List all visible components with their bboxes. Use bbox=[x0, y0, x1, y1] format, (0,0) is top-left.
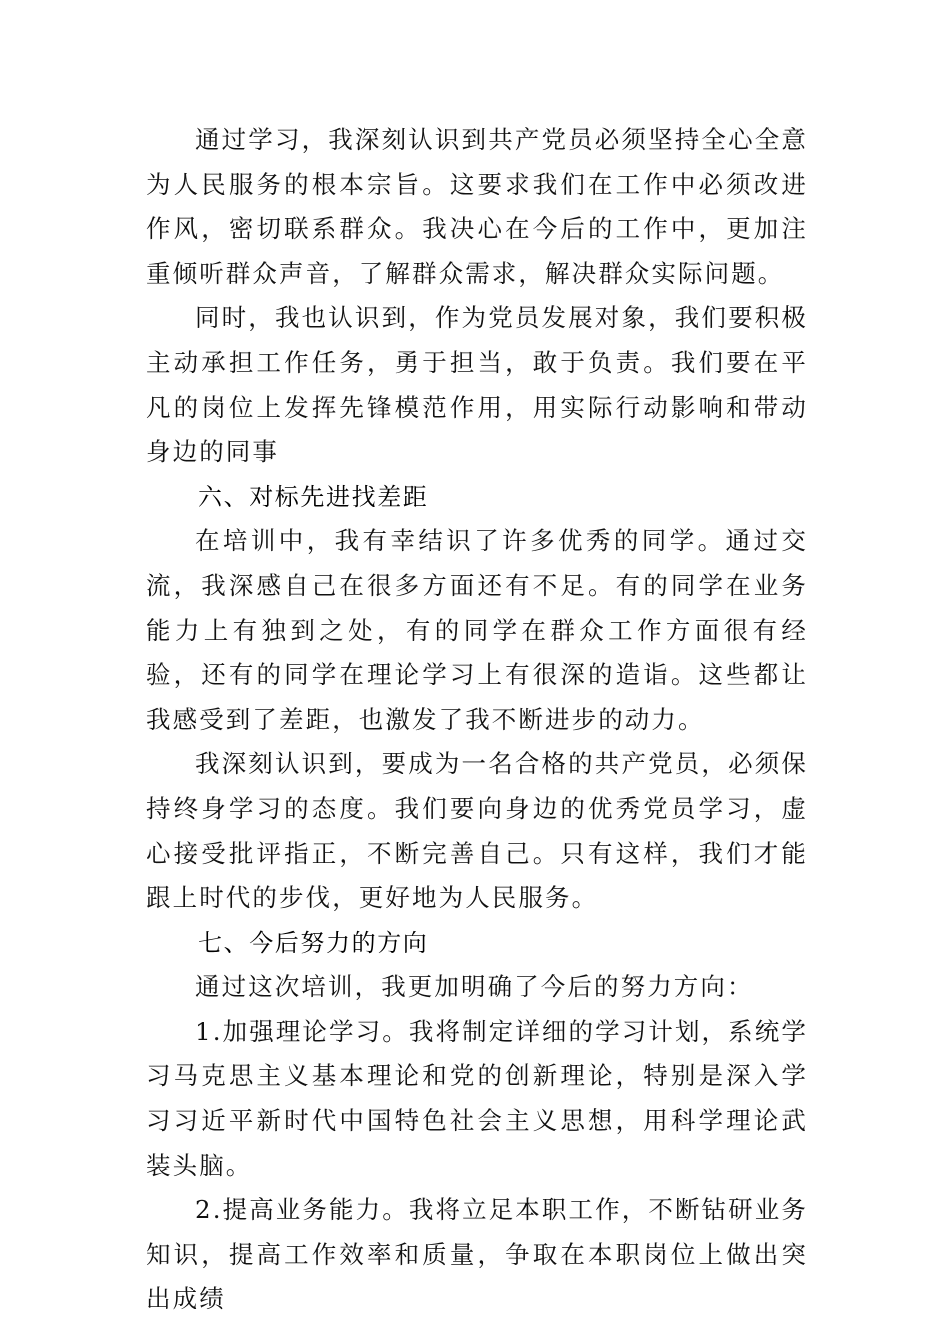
list-item-paragraph: 2.提高业务能力。我将立足本职工作，不断钻研业务知识，提高工作效率和质量，争取在本职岗位上做出突出成绩 bbox=[146, 1195, 808, 1314]
list-item-paragraph: 1.加强理论学习。我将制定详细的学习计划，系统学习马克思主义基本理论和党的创新理论，特别是深入学习习近平新时代中国特色社会主义思想，用科学理论武装头脑。 bbox=[146, 1016, 808, 1180]
section-heading: 六、对标先进找差距 bbox=[198, 482, 429, 511]
paragraph: 在培训中，我有幸结识了许多优秀的同学。通过交流，我深感自己在很多方面还有不足。有的同学在业务能力上有独到之处，有的同学在群众工作方面很有经验，还有的同学在理论学习上有很深的造诣。这些都让我感受到了差距，也激发了我不断进步的动力。 bbox=[146, 526, 808, 734]
paragraph: 我深刻认识到，要成为一名合格的共产党员，必须保持终身学习的态度。我们要向身边的优秀党员学习，虚心接受批评指正，不断完善自己。只有这样，我们才能跟上时代的步伐，更好地为人民服务。 bbox=[146, 749, 808, 913]
document-page bbox=[146, 118, 808, 1322]
paragraph: 通过学习，我深刻认识到共产党员必须坚持全心全意为人民服务的根本宗旨。这要求我们在工作中必须改进作风，密切联系群众。我决心在今后的工作中，更加注重倾听群众声音，了解群众需求，解决群众实际问题。 bbox=[146, 125, 808, 288]
paragraph: 同时，我也认识到，作为党员发展对象，我们要积极主动承担工作任务，勇于担当，敢于负责。我们要在平凡的岗位上发挥先锋模范作用，用实际行动影响和带动身边的同事 bbox=[146, 303, 808, 467]
paragraph: 通过这次培训，我更加明确了今后的努力方向： bbox=[195, 972, 754, 1002]
section-heading: 七、今后努力的方向 bbox=[198, 928, 429, 957]
